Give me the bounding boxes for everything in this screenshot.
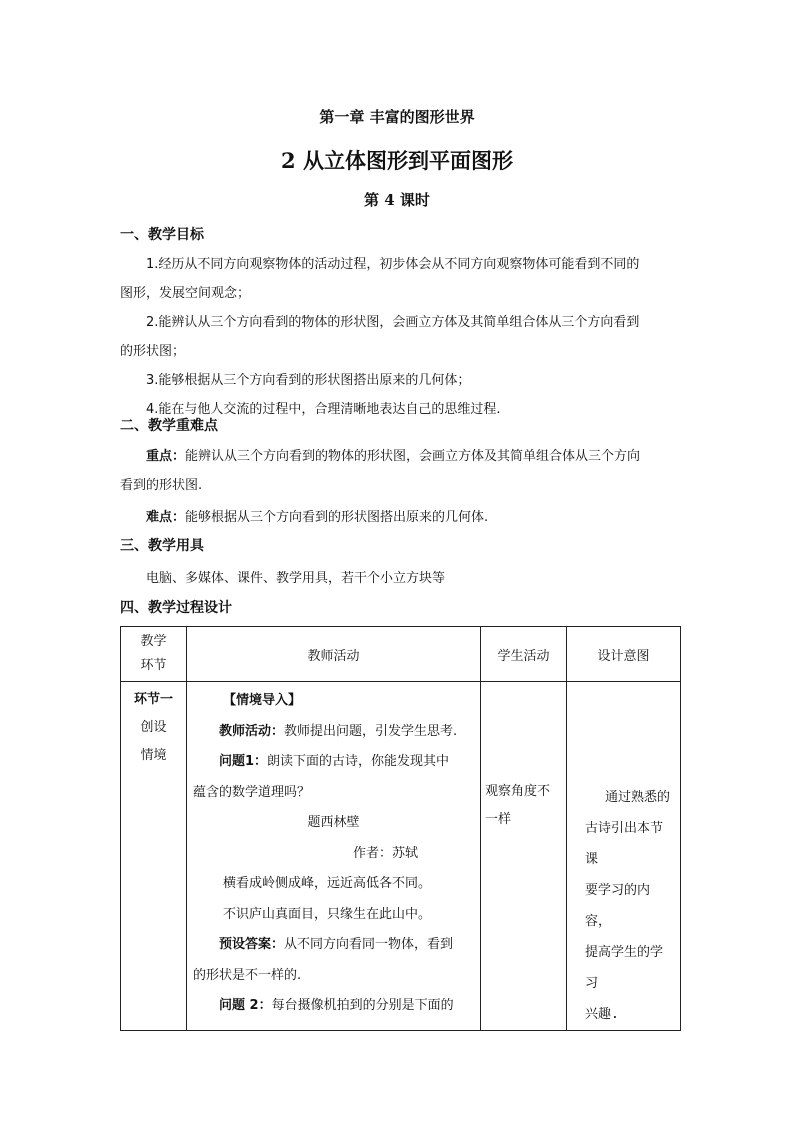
scenario-intro-heading: 【情境导入】 — [223, 693, 302, 708]
objectives-list — [120, 250, 680, 424]
poem-line-1: 横看成岭侧成峰，远近高低各不同。 — [223, 876, 432, 891]
intent-line-4: 提高学生的学习 — [585, 945, 664, 991]
key-text-b: 看到的形状图. — [120, 478, 203, 493]
period-title: 第 4 课时 — [364, 191, 430, 209]
difficult-points — [120, 503, 680, 532]
lesson-title: 2 从立体图形到平面图形 — [281, 148, 513, 173]
difficulty-label: 难点： — [146, 510, 186, 525]
objective-3: 3.能够根据从三个方向看到的形状图搭出原来的几何体； — [146, 373, 471, 388]
header-teacher: 教师活动 — [187, 627, 481, 682]
section-heading-process: 四、教学过程设计 — [120, 600, 232, 616]
poem-line-2: 不识庐山真面目，只缘生在此山中。 — [223, 906, 432, 922]
process-table — [120, 626, 681, 1031]
table-header-row — [121, 627, 681, 682]
key-points — [120, 442, 680, 500]
student-activity-line2: 一样 — [485, 812, 512, 827]
student-activity-line1: 观察角度不 — [485, 784, 551, 799]
objective-1a: 1.经历从不同方向观察物体的活动过程，初步体会从不同方向观察物体可能看到不同的 — [146, 257, 640, 272]
header-student: 学生活动 — [481, 627, 567, 682]
question1-label: 问题1： — [219, 754, 268, 769]
question1-text: 朗读下面的古诗，你能发现其中 — [267, 754, 450, 769]
chapter-title: 第一章 丰富的图形世界 — [319, 108, 475, 126]
key-text-a: 能辨认从三个方向看到的物体的形状图，会画立方体及其简单组合体从三个方向 — [185, 449, 641, 464]
stage-sub1: 创设 — [140, 720, 167, 735]
intent-line-1: 通过熟悉的 — [605, 790, 671, 805]
table-row — [121, 682, 681, 1031]
stage-label: 环节一 — [133, 692, 173, 707]
intent-line-5: 兴趣. — [585, 1007, 619, 1022]
header-intent: 设计意图 — [567, 627, 681, 682]
section-heading-tools: 三、教学用具 — [120, 538, 204, 554]
difficulty-text: 能够根据从三个方向看到的形状图搭出原来的几何体. — [185, 510, 489, 525]
answer-label: 预设答案： — [219, 937, 285, 952]
key-label: 重点： — [146, 449, 186, 464]
stage-sub2: 情境 — [140, 748, 167, 763]
section-heading-key-points: 二、教学重难点 — [120, 418, 218, 434]
header-stage-line2: 环节 — [140, 658, 167, 673]
question1-text-cont: 蕴含的数学道理吗？ — [193, 784, 311, 800]
intent-line-3: 要学习的内容， — [585, 883, 651, 929]
question2-label: 问题 2： — [219, 998, 272, 1013]
teacher-activity-cell — [187, 682, 481, 1031]
objective-4: 4.能在与他人交流的过程中，合理清晰地表达自己的思维过程. — [146, 402, 501, 417]
objective-1b: 图形，发展空间观念； — [120, 286, 251, 301]
tools-text — [120, 564, 680, 593]
answer-text-cont: 的形状是不一样的. — [193, 967, 302, 983]
intent-line-2: 古诗引出本节课 — [585, 821, 664, 867]
tools-list: 电脑、多媒体、课件、教学用具，若干个小立方块等 — [146, 571, 446, 586]
stage-cell — [121, 682, 187, 1031]
poem-title: 题西林壁 — [307, 815, 360, 830]
question2-text: 每台摄像机拍到的分别是下面的 — [271, 998, 454, 1013]
teacher-activity-text: 教师提出问题，引发学生思考. — [284, 723, 458, 739]
header-stage — [121, 627, 187, 682]
answer-text: 从不同方向看同一物体，看到 — [284, 937, 454, 952]
poem-author: 作者：苏轼 — [353, 845, 419, 861]
design-intent-cell — [567, 682, 681, 1031]
objective-2b: 的形状图； — [120, 344, 186, 359]
section-heading-objectives: 一、教学目标 — [120, 227, 204, 243]
header-stage-line1: 教学 — [140, 634, 167, 649]
objective-2a: 2.能辨认从三个方向看到的物体的形状图，会画立方体及其简单组合体从三个方向看到 — [146, 315, 640, 330]
teacher-activity-label: 教师活动： — [219, 723, 285, 739]
student-activity-cell — [481, 682, 567, 1031]
